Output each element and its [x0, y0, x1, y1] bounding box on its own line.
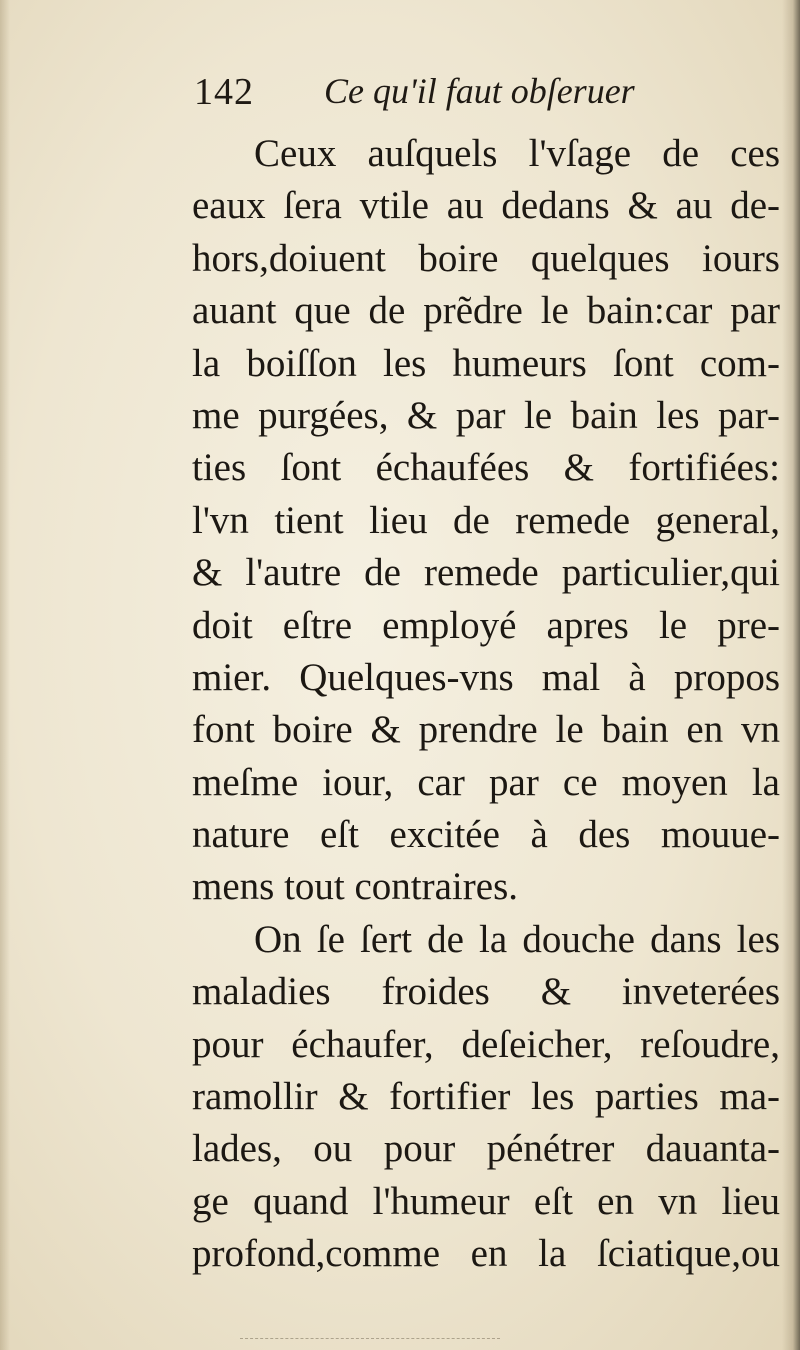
- text-line: doit eſtre employé apres le pre-: [192, 603, 780, 647]
- text-line: pour échaufer, deſeicher, reſoudre,: [192, 1022, 780, 1066]
- text-line: mens tout contraires.: [192, 865, 518, 909]
- page-bottom-mark: [240, 1338, 500, 1340]
- text-line: la boiſſon les humeurs ſont com-: [192, 341, 780, 385]
- running-title: Ce qu'il faut obſeruer: [324, 71, 635, 111]
- text-line: mier. Quelques-vns mal à propos: [192, 655, 780, 699]
- page-number: 142: [194, 71, 254, 113]
- page-left-edge: [0, 0, 10, 1350]
- text-line: & l'autre de remede particulier,qui: [192, 551, 780, 595]
- text-line: hors,doiuent boire quelques iours: [192, 236, 780, 280]
- text-line: lades, ou pour pénétrer dauanta-: [192, 1127, 780, 1171]
- text-line: Ceux auſquels l'vſage de ces: [254, 132, 780, 175]
- body-text: [192, 128, 780, 1281]
- text-line: eaux ſera vtile au dedans & au de-: [192, 184, 780, 228]
- text-line: me purgées, & par le bain les par-: [192, 393, 780, 437]
- text-line: ge quand l'humeur eſt en vn lieu: [192, 1179, 780, 1223]
- text-line: ramollir & fortifier les parties ma-: [192, 1075, 780, 1119]
- running-head: [194, 70, 714, 120]
- text-line: nature eſt excitée à des mouue-: [192, 813, 780, 857]
- text-line: l'vn tient lieu de remede general,: [192, 498, 780, 542]
- text-line: ties ſont échaufées & fortifiées:: [192, 446, 780, 490]
- text-line: On ſe ſert de la douche dans les: [254, 917, 780, 961]
- text-line: profond,comme en la ſciatique,ou: [192, 1232, 780, 1276]
- text-line: meſme iour, car par ce moyen la: [192, 760, 780, 804]
- gutter-shadow: [782, 0, 800, 1350]
- text-line: maladies froides & inveterées: [192, 970, 780, 1014]
- text-line: font boire & prendre le bain en vn: [192, 708, 780, 752]
- text-line: auant que de prẽdre le bain:car par: [192, 289, 780, 333]
